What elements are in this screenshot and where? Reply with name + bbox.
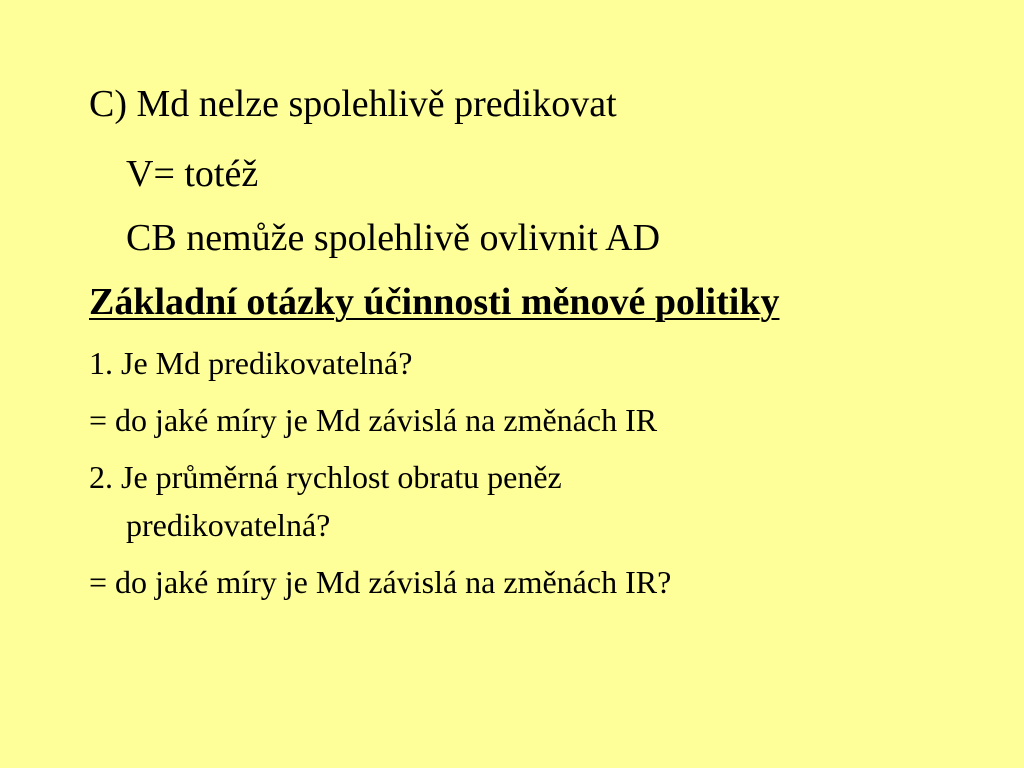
text-line-v-same: V= totéž xyxy=(126,153,259,195)
text-line-md-prediction: C) Md nelze spolehlivě predikovat xyxy=(89,83,617,125)
section-heading: Základní otázky účinnosti měnové politiky xyxy=(89,281,780,323)
question-2-first-line: 2. Je průměrná rychlost obratu peněz xyxy=(89,459,562,495)
question-1-note: = do jaké míry je Md závislá na změnách IR xyxy=(89,402,658,438)
question-1: 1. Je Md predikovatelná? xyxy=(89,345,413,381)
question-2-second-line: predikovatelná? xyxy=(126,507,331,543)
text-line-cb-influence: CB nemůže spolehlivě ovlivnit AD xyxy=(126,217,661,259)
question-2-note: = do jaké míry je Md závislá na změnách IR? xyxy=(89,564,672,600)
